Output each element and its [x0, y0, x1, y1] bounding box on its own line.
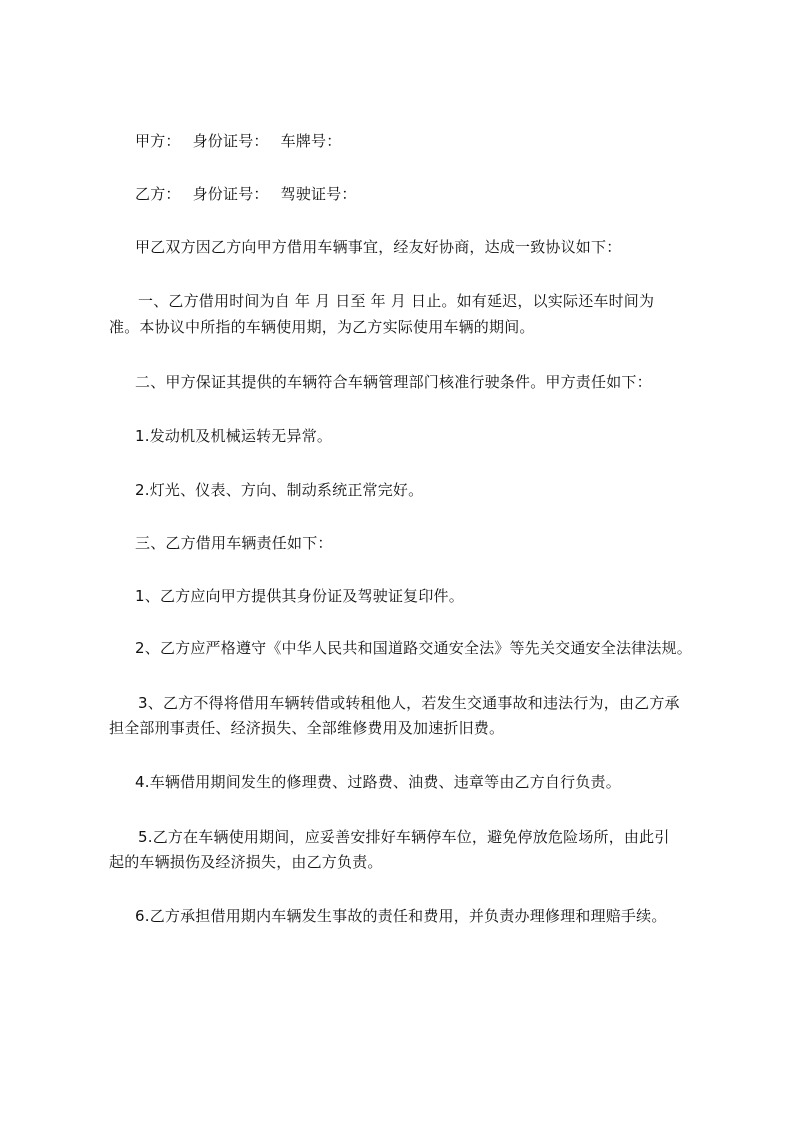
clause3-item-1: 1、乙方应向甲方提供其身份证及驾驶证复印件。 [135, 587, 464, 605]
party-a-plate-label: 车牌号： [280, 132, 342, 150]
clause2-heading: 二、甲方保证其提供的车辆符合车辆管理部门核准行驶条件。甲方责任如下： [135, 373, 652, 391]
intro-paragraph: 甲乙双方因乙方向甲方借用车辆事宜，经友好协商，达成一致协议如下： [135, 238, 622, 256]
party-b-license-label: 驾驶证号： [280, 185, 357, 203]
clause3-item-2: 2、乙方应严格遵守《中华人民共和国道路交通安全法》等先关交通安全法律法规。 [135, 639, 692, 657]
clause1-line1: 一、乙方借用时间为自 年 月 日至 年 月 日止。如有延迟，以实际还车时间为 [138, 292, 655, 310]
clause1-line2: 准。本协议中所指的车辆使用期，为乙方实际使用车辆的期间。 [109, 318, 535, 336]
clause2-item-1: 1.发动机及机械运转无异常。 [135, 427, 333, 445]
party-a-id-label: 身份证号： [192, 132, 269, 150]
party-b-line [135, 184, 357, 204]
party-b-label: 乙方： [135, 185, 181, 203]
clause3-heading: 三、乙方借用车辆责任如下： [135, 534, 333, 552]
clause3-item-6: 6.乙方承担借用期内车辆发生事故的责任和费用，并负责办理修理和理赔手续。 [135, 907, 667, 925]
clause3-item-5-line2: 起的车辆损伤及经济损失，由乙方负责。 [109, 853, 383, 871]
clause3-item-3-line1: 3、乙方不得将借用车辆转借或转租他人，若发生交通事故和违法行为，由乙方承 [138, 694, 680, 712]
clause3-item-5-line1: 5.乙方在车辆使用期间，应妥善安排好车辆停车位，避免停放危险场所，由此引 [138, 828, 670, 846]
party-b-id-label: 身份证号： [192, 185, 269, 203]
clause2-item-2: 2.灯光、仪表、方向、制动系统正常完好。 [135, 481, 424, 499]
party-a-line [135, 131, 341, 151]
party-a-label: 甲方： [135, 132, 181, 150]
clause3-item-3-line2: 担全部刑事责任、经济损失、全部维修费用及加速折旧费。 [109, 719, 505, 737]
clause3-item-4: 4.车辆借用期间发生的修理费、过路费、油费、违章等由乙方自行负责。 [135, 773, 621, 791]
